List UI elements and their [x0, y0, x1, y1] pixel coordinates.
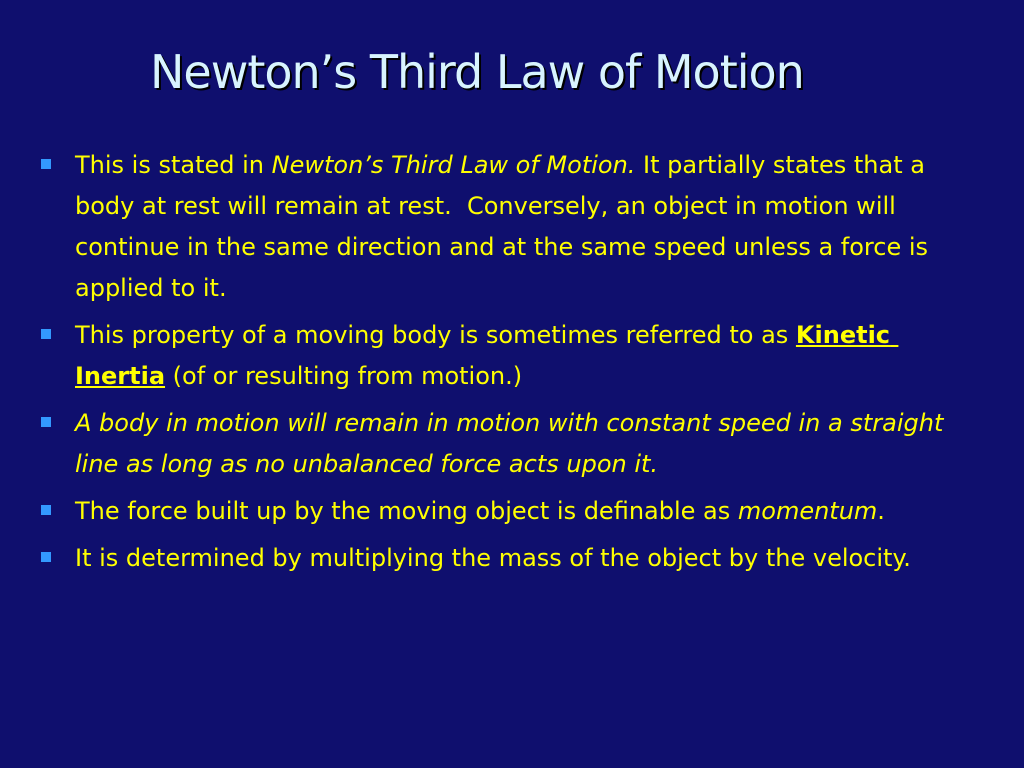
- text-part: The force built up by the moving object is definable as: [75, 497, 738, 525]
- text-part: This is stated in: [75, 151, 272, 179]
- square-bullet-icon: [41, 505, 51, 515]
- kinetic-inertia-term: Kinetic Inertia: [75, 321, 899, 390]
- text-part: This property of a moving body is sometimes referred to as: [75, 321, 796, 349]
- italic-statement: A body in motion will remain in motion with constant speed in a straight line as long as no unbalanced force acts upon it.: [75, 409, 951, 478]
- square-bullet-icon: [41, 159, 51, 169]
- bullet-text: [75, 403, 984, 485]
- bullet-text: [75, 145, 984, 309]
- bullet-item-3: [34, 403, 984, 485]
- bullet-text: [75, 315, 984, 397]
- text-part: .: [877, 497, 885, 525]
- bullet-item-4: [34, 491, 984, 532]
- bullet-item-5: [34, 538, 984, 579]
- emphasized-text: Newton’s Third Law of Motion.: [271, 151, 636, 179]
- bullet-text: [75, 538, 984, 579]
- text-part: It partially states that a body at rest will remain at rest. Conversely, an object in motion will continue in the same direction and at the same speed unless a force is applied to it.: [75, 151, 936, 302]
- square-bullet-icon: [41, 417, 51, 427]
- slide-title: Newton’s Third Law of Motion: [150, 45, 804, 99]
- bullet-list: [34, 145, 984, 579]
- square-bullet-icon: [41, 552, 51, 562]
- square-bullet-icon: [41, 329, 51, 339]
- momentum-term: momentum: [737, 497, 878, 525]
- bullet-item-2: [34, 315, 984, 397]
- bullet-item-1: [34, 145, 984, 309]
- text-part: (of or resulting from motion.): [165, 362, 523, 390]
- text-part: It is determined by multiplying the mass of the object by the velocity.: [75, 544, 911, 572]
- bullet-text: [75, 491, 984, 532]
